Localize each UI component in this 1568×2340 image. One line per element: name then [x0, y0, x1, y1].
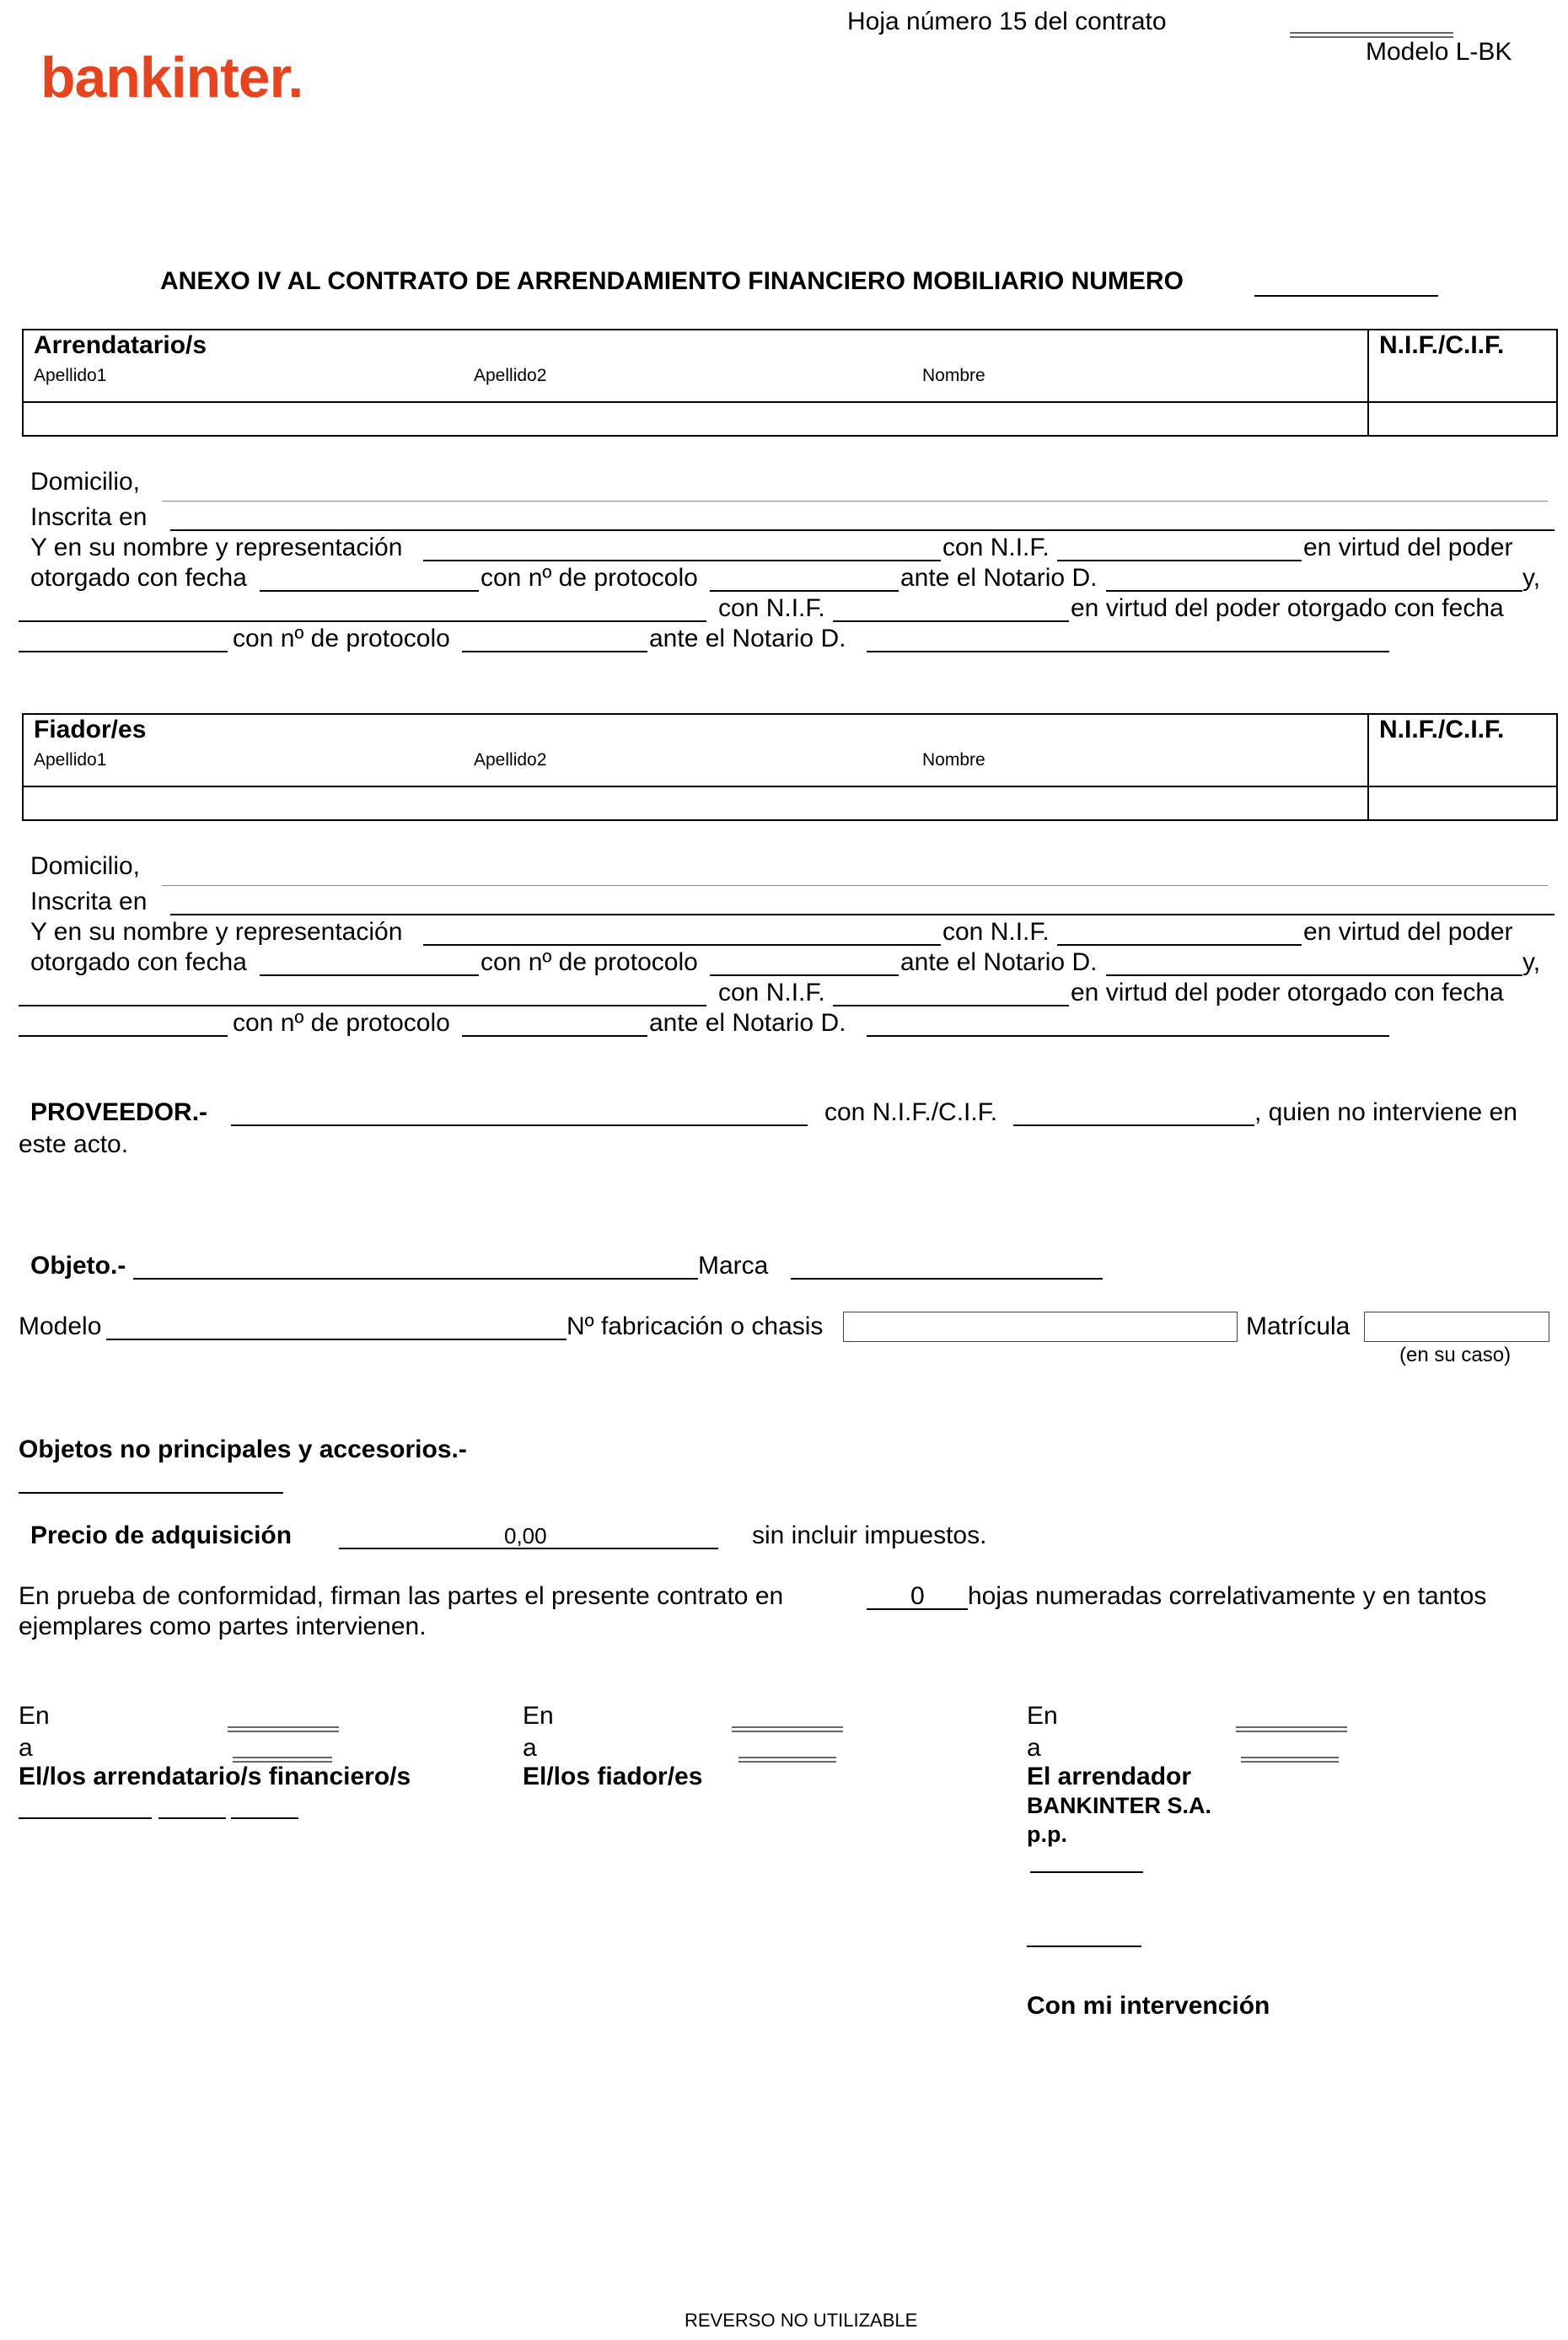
modelo-label: Modelo L-BK — [1366, 38, 1512, 66]
protocolo2-field[interactable] — [462, 651, 647, 652]
apellido2-label: Apellido2 — [474, 366, 547, 385]
arrendatarios-label: El/los arrendatario/s financiero/s — [19, 1763, 411, 1790]
y-label: y, — [1522, 948, 1541, 976]
arrendador-label: El arrendador — [1027, 1763, 1192, 1790]
con-nif-label: con N.I.F. — [942, 918, 1050, 946]
fiadores-label: El/los fiador/es — [523, 1763, 703, 1790]
objeto-label: Objeto.- — [30, 1252, 126, 1280]
notario-field[interactable] — [1106, 590, 1522, 592]
firma-en-label: En — [523, 1702, 554, 1730]
pp-label: p.p. — [1027, 1822, 1067, 1847]
otorgado-label: otorgado con fecha — [30, 948, 247, 976]
virtud-otorgado-label: en virtud del poder otorgado con fecha — [1071, 979, 1504, 1006]
arrendatario-name-input[interactable] — [25, 405, 1366, 432]
footer-note: REVERSO NO UTILIZABLE — [685, 2310, 918, 2331]
segundo-representante-field[interactable] — [19, 620, 706, 622]
notario2-label: ante el Notario D. — [649, 1009, 846, 1037]
notario2-field[interactable] — [867, 651, 1389, 652]
con-nif-label: con N.I.F. — [942, 534, 1050, 561]
table-divider — [22, 401, 1556, 403]
page-title: ANEXO IV AL CONTRATO DE ARRENDAMIENTO FINANCIERO MOBILIARIO NUMERO — [160, 267, 1184, 295]
intervencion-label: Con mi intervención — [1027, 1992, 1270, 2020]
matricula-input[interactable] — [1364, 1312, 1549, 1342]
protocolo-field[interactable] — [710, 590, 899, 592]
nombre-repr-label: Y en su nombre y representación — [30, 534, 403, 561]
con-nif2-label: con N.I.F. — [718, 594, 825, 622]
fiador-notario-field[interactable] — [1106, 974, 1522, 976]
fiador-nif-input[interactable] — [1371, 789, 1553, 816]
fecha-field[interactable] — [260, 590, 479, 592]
con-nif2-label: con N.I.F. — [718, 979, 825, 1006]
hoja-numero: Hoja número 15 del contrato — [847, 8, 1167, 35]
contrato-numero-field[interactable] — [1254, 295, 1438, 297]
segunda-fecha-field[interactable] — [19, 651, 228, 652]
apellido2-label: Apellido2 — [474, 750, 547, 770]
apellido1-label: Apellido1 — [34, 366, 107, 385]
fiador-name-input[interactable] — [25, 789, 1366, 816]
fiador-notario2-field[interactable] — [867, 1035, 1389, 1037]
fiador-segunda-fecha-field[interactable] — [19, 1035, 228, 1037]
firma-en-label: En — [1027, 1702, 1058, 1730]
protocolo2-label: con nº de protocolo — [233, 1009, 450, 1037]
fiador-nif-heading: N.I.F./C.I.F. — [1379, 716, 1505, 743]
otorgado-label: otorgado con fecha — [30, 564, 247, 592]
arrendador-firma-en-field[interactable] — [1236, 1726, 1347, 1732]
notario2-label: ante el Notario D. — [649, 625, 846, 652]
bankinter-logo: bankinter. — [40, 46, 303, 110]
fiador-firma-a-field[interactable] — [738, 1757, 836, 1763]
table-divider — [1367, 329, 1369, 435]
protocolo2-label: con nº de protocolo — [233, 625, 450, 652]
nombre-label: Nombre — [922, 366, 985, 385]
domicilio-label: Domicilio, — [30, 852, 141, 880]
firma-a-label: a — [1027, 1734, 1041, 1762]
fiador-heading: Fiador/es — [34, 716, 147, 743]
arrendatario-firma-field-1[interactable] — [19, 1817, 152, 1819]
arrendatario-nif-input[interactable] — [1371, 405, 1553, 432]
conformidad-text-2: hojas numeradas correlativamente y en tantos — [968, 1582, 1487, 1610]
table-divider — [22, 786, 1556, 787]
precio-label: Precio de adquisición — [30, 1522, 293, 1549]
inscrita-label: Inscrita en — [30, 888, 148, 915]
notario-label: ante el Notario D. — [900, 564, 1098, 592]
domicilio-label: Domicilio, — [30, 468, 141, 496]
modelo-field[interactable] — [106, 1339, 567, 1340]
nombre-label: Nombre — [922, 750, 985, 770]
protocolo-label: con nº de protocolo — [481, 564, 698, 592]
table-divider — [1367, 713, 1369, 819]
arrendador-firma-field-2[interactable] — [1027, 1946, 1141, 1947]
conformidad-text-1: En prueba de conformidad, firman las partes el presente contrato en — [19, 1582, 784, 1610]
domicilio-field[interactable] — [162, 501, 1548, 502]
proveedor-tail2: este acto. — [19, 1130, 129, 1158]
en-su-caso-note: (en su caso) — [1399, 1344, 1512, 1366]
fabricacion-label: Nº fabricación o chasis — [567, 1312, 824, 1340]
bankinter-name: BANKINTER S.A. — [1027, 1793, 1212, 1818]
nombre-repr-label: Y en su nombre y representación — [30, 918, 403, 946]
protocolo-label: con nº de protocolo — [481, 948, 698, 976]
proveedor-tail: , quien no interviene en — [1254, 1098, 1517, 1126]
arrendatario-firma-field-2[interactable] — [158, 1817, 226, 1819]
proveedor-label: PROVEEDOR.- — [30, 1098, 208, 1126]
objeto-field[interactable] — [133, 1278, 698, 1280]
precio-value: 0,00 — [504, 1523, 547, 1548]
representante-field[interactable] — [423, 560, 941, 561]
accesorios-field[interactable] — [19, 1492, 283, 1494]
virtud-poder-label: en virtud del poder — [1303, 918, 1513, 946]
inscrita-field[interactable] — [170, 529, 1555, 531]
matricula-label: Matrícula — [1246, 1312, 1351, 1340]
apellido1-label: Apellido1 — [34, 750, 107, 770]
marca-field[interactable] — [791, 1278, 1103, 1280]
fiador-protocolo-field[interactable] — [710, 974, 899, 976]
chasis-input[interactable] — [843, 1312, 1238, 1342]
firma-a-label: a — [523, 1734, 537, 1762]
firma-a-label: a — [19, 1734, 33, 1762]
hojas-value: 0 — [910, 1582, 925, 1610]
firma-en-label: En — [19, 1702, 50, 1730]
representante-nif-field[interactable] — [1057, 560, 1302, 561]
modelo-label-objeto: Modelo — [19, 1312, 102, 1340]
virtud-poder-label: en virtud del poder — [1303, 534, 1513, 561]
arrendatario-firma-field-3[interactable] — [231, 1817, 298, 1819]
fiador-fecha-field[interactable] — [260, 974, 479, 976]
fiador-segundo-representante-field[interactable] — [19, 1005, 706, 1006]
segundo-nif-field[interactable] — [833, 620, 1069, 622]
proveedor-nif-field[interactable] — [1013, 1124, 1254, 1126]
firma-en-field[interactable] — [228, 1726, 339, 1732]
inscrita-label: Inscrita en — [30, 503, 148, 531]
conformidad-text-3: ejemplares como partes intervienen. — [19, 1613, 427, 1640]
precio-tail: sin incluir impuestos. — [752, 1522, 987, 1549]
fiador-domicilio-field[interactable] — [162, 885, 1548, 886]
marca-label: Marca — [698, 1252, 769, 1280]
accesorios-label: Objetos no principales y accesorios.- — [19, 1436, 467, 1463]
arrendatario-heading: Arrendatario/s — [34, 331, 207, 359]
proveedor-field[interactable] — [231, 1124, 808, 1126]
virtud-otorgado-label: en virtud del poder otorgado con fecha — [1071, 594, 1504, 622]
fiador-inscrita-field[interactable] — [170, 914, 1555, 915]
fiador-representante-nif-field[interactable] — [1057, 944, 1302, 946]
notario-label: ante el Notario D. — [900, 948, 1098, 976]
arrendatario-nif-heading: N.I.F./C.I.F. — [1379, 331, 1505, 359]
fiador-representante-field[interactable] — [423, 944, 941, 946]
y-label: y, — [1522, 564, 1541, 592]
fiador-segundo-nif-field[interactable] — [833, 1005, 1069, 1006]
proveedor-nif-label: con N.I.F./C.I.F. — [824, 1098, 998, 1126]
arrendador-firma-field-1[interactable] — [1030, 1871, 1143, 1873]
fiador-firma-en-field[interactable] — [732, 1726, 843, 1732]
arrendador-firma-a-field[interactable] — [1241, 1757, 1339, 1763]
fiador-protocolo2-field[interactable] — [462, 1035, 647, 1037]
